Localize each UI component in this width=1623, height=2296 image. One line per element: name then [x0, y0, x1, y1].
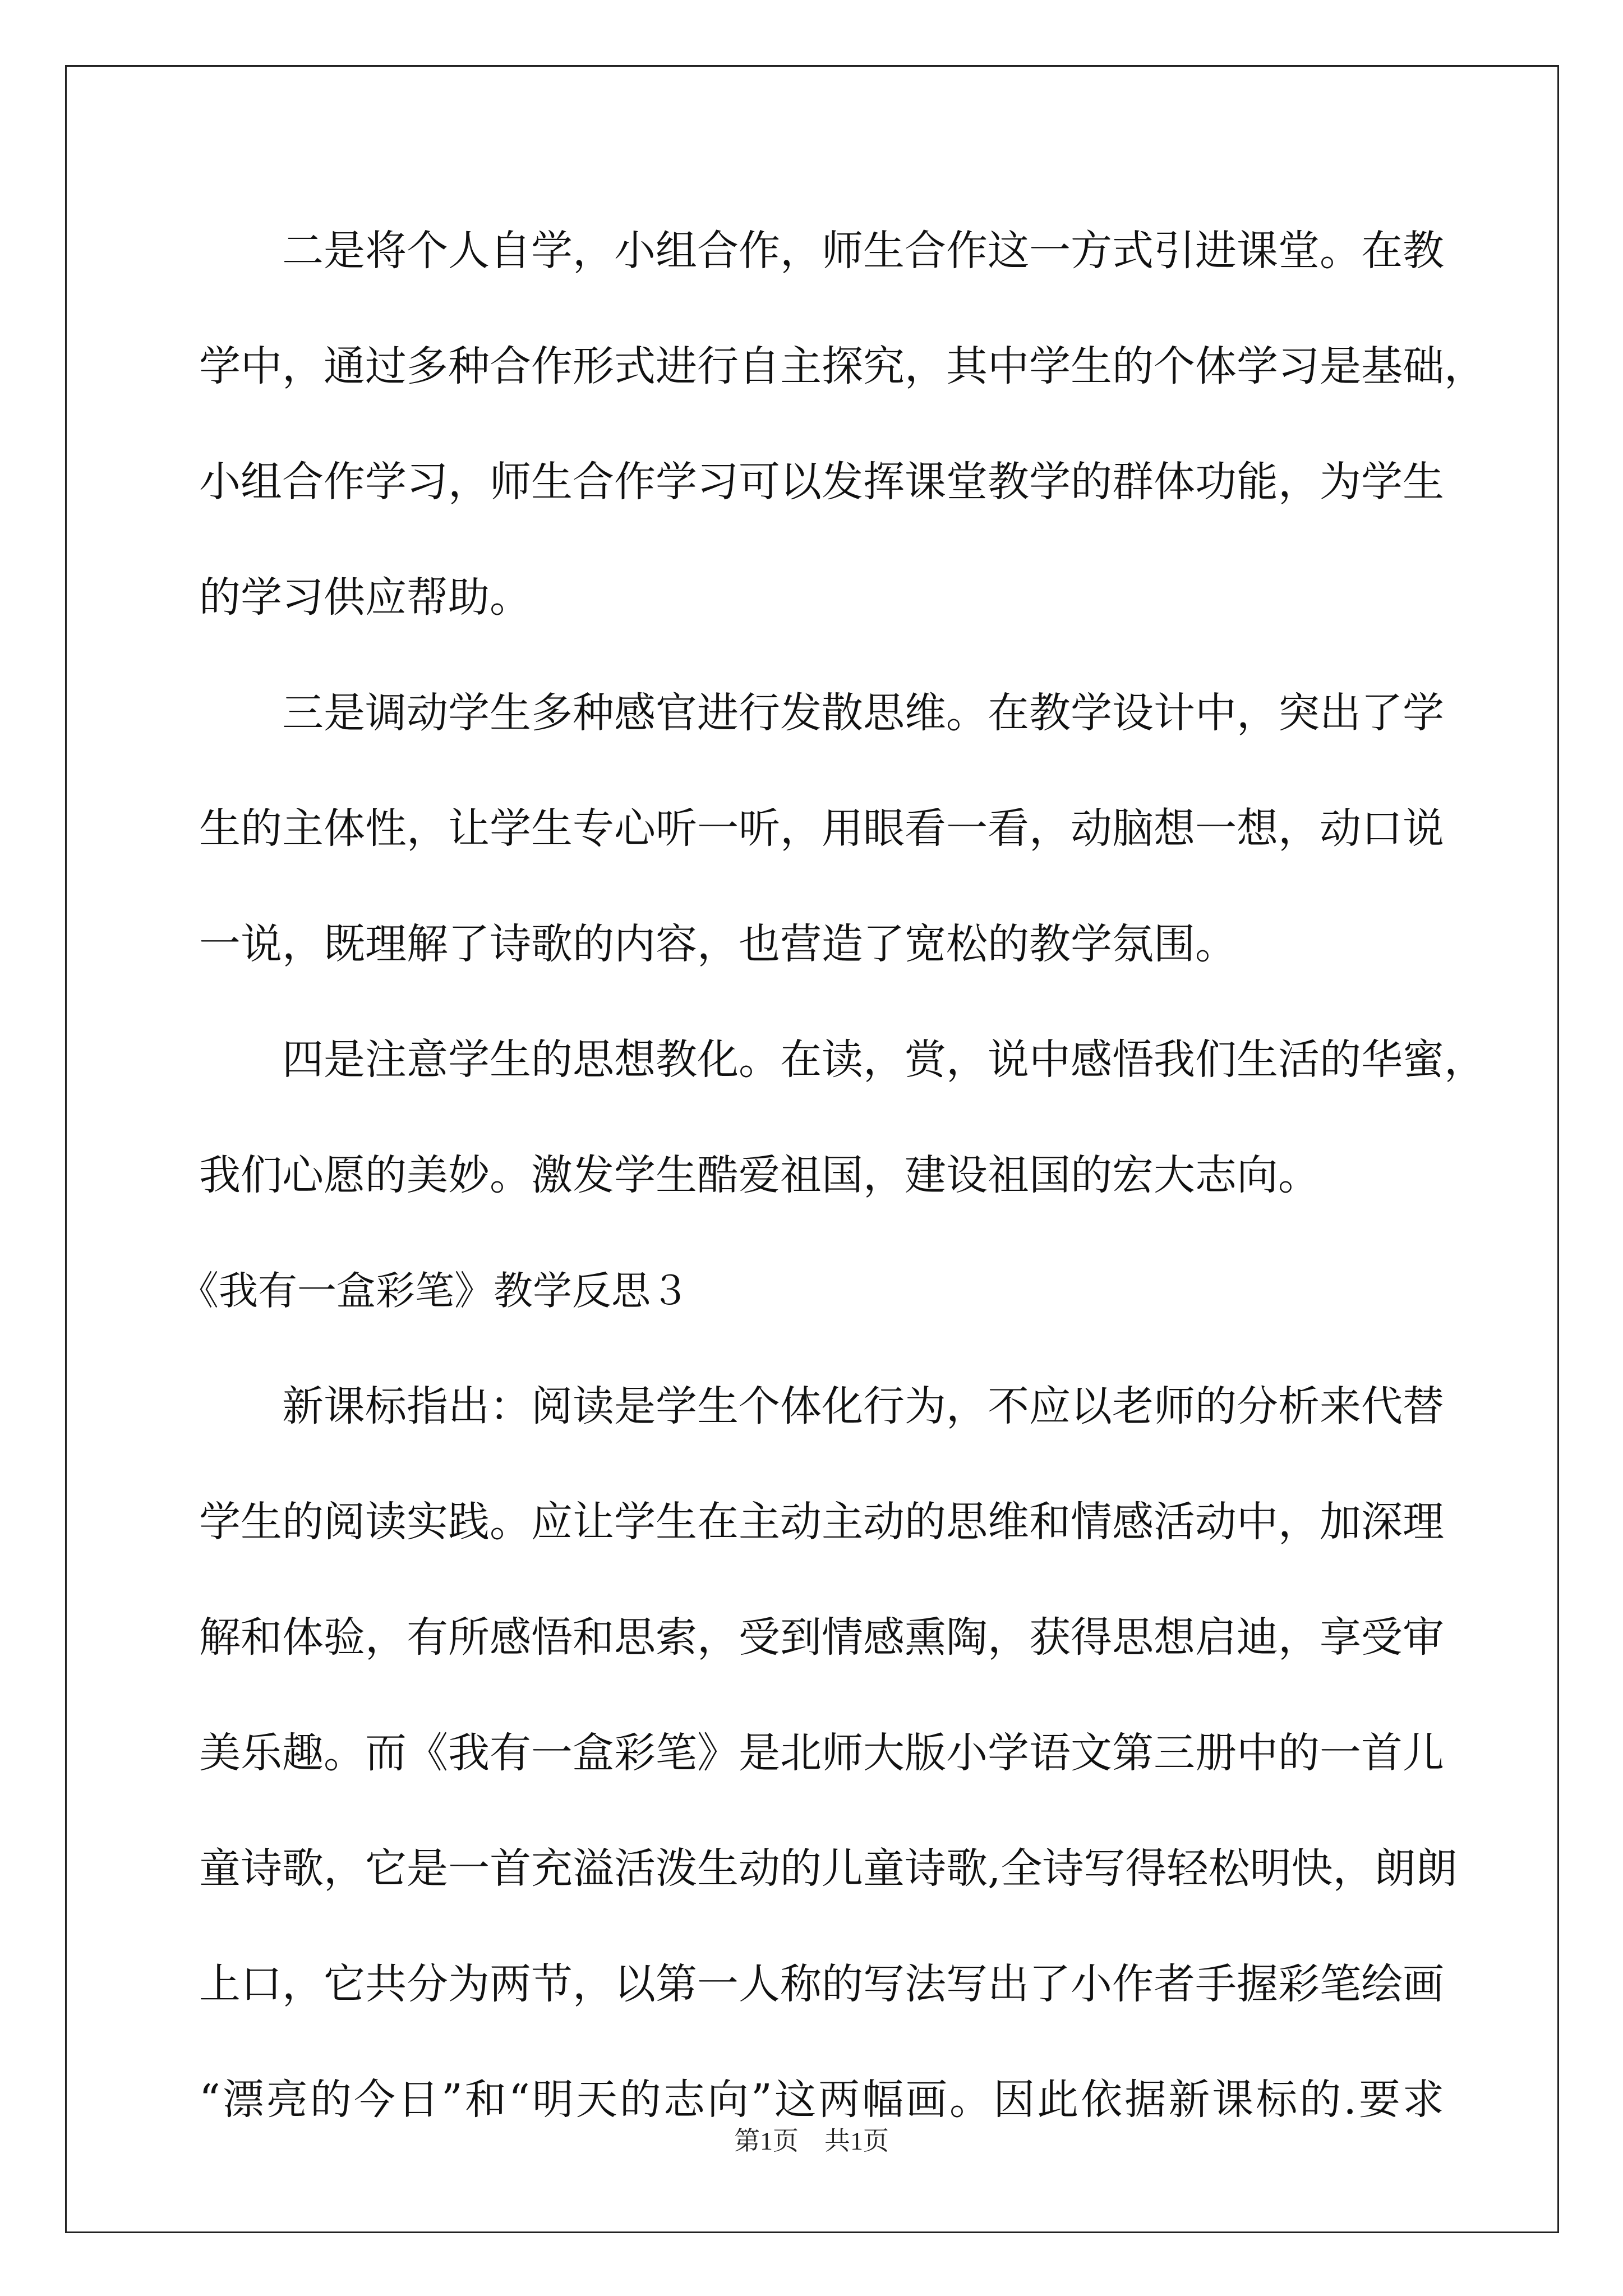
paragraph-4-line-2: 学生的阅读实践。应让学生在主动主动的思维和情感活动中，加深理: [199, 1498, 1444, 1546]
page-footer: 第1页 共1页: [734, 2127, 889, 2155]
paragraph-1-line-3: 小组合作学习，师生合作学习可以发挥课堂教学的群体功能，为学生: [199, 458, 1444, 506]
paragraph-4-line-3: 解和体验，有所感悟和思索，受到情感熏陶，获得思想启迪，享受审: [199, 1613, 1444, 1662]
paragraph-1-line-4: 的学习供应帮助。: [199, 573, 531, 622]
paragraph-2-line-3: 一说，既理解了诗歌的内容，也营造了宽松的教学氛围。: [199, 920, 1237, 968]
paragraph-3-line-2: 我们心愿的美妙。激发学生酷爱祖国，建设祖国的宏大志向。: [199, 1151, 1320, 1199]
document-body: [179, 216, 1486, 2180]
paragraph-4-line-5: 童诗歌，它是一首充溢活泼生动的儿童诗歌,全诗写得轻松明快，朗朗: [199, 1844, 1458, 1893]
paragraph-4-line-1: 新课标指出：阅读是学生个体化行为，不应以老师的分析来代替: [282, 1382, 1444, 1430]
paragraph-4-line-7: “漂亮的今日”和“明天的志向”这两幅画。因此依据新课标的.要求: [199, 2076, 1444, 2124]
paragraph-1-line-1: 二是将个人自学，小组合作，师生合作这一方式引进课堂。在教: [282, 227, 1444, 275]
paragraph-3-line-1: 四是注意学生的思想教化。在读，赏，说中感悟我们生活的华蜜，: [282, 1036, 1486, 1084]
paragraph-4-line-6: 上口，它共分为两节，以第一人称的写法写出了小作者手握彩笔绘画: [199, 1960, 1444, 2008]
paragraph-2-line-1: 三是调动学生多种感官进行发散思维。在教学设计中，突出了学: [282, 689, 1444, 737]
paragraph-2-line-2: 生的主体性，让学生专心听一听，用眼看一看，动脑想一想，动口说: [199, 804, 1444, 853]
paragraph-1-line-2: 学中，通过多种合作形式进行自主探究，其中学生的个体学习是基础，: [199, 342, 1486, 390]
paragraph-4-line-4: 美乐趣。而《我有一盒彩笔》是北师大版小学语文第三册中的一首儿: [199, 1729, 1444, 1777]
section-heading: 《我有一盒彩笔》教学反思３: [179, 1268, 690, 1314]
